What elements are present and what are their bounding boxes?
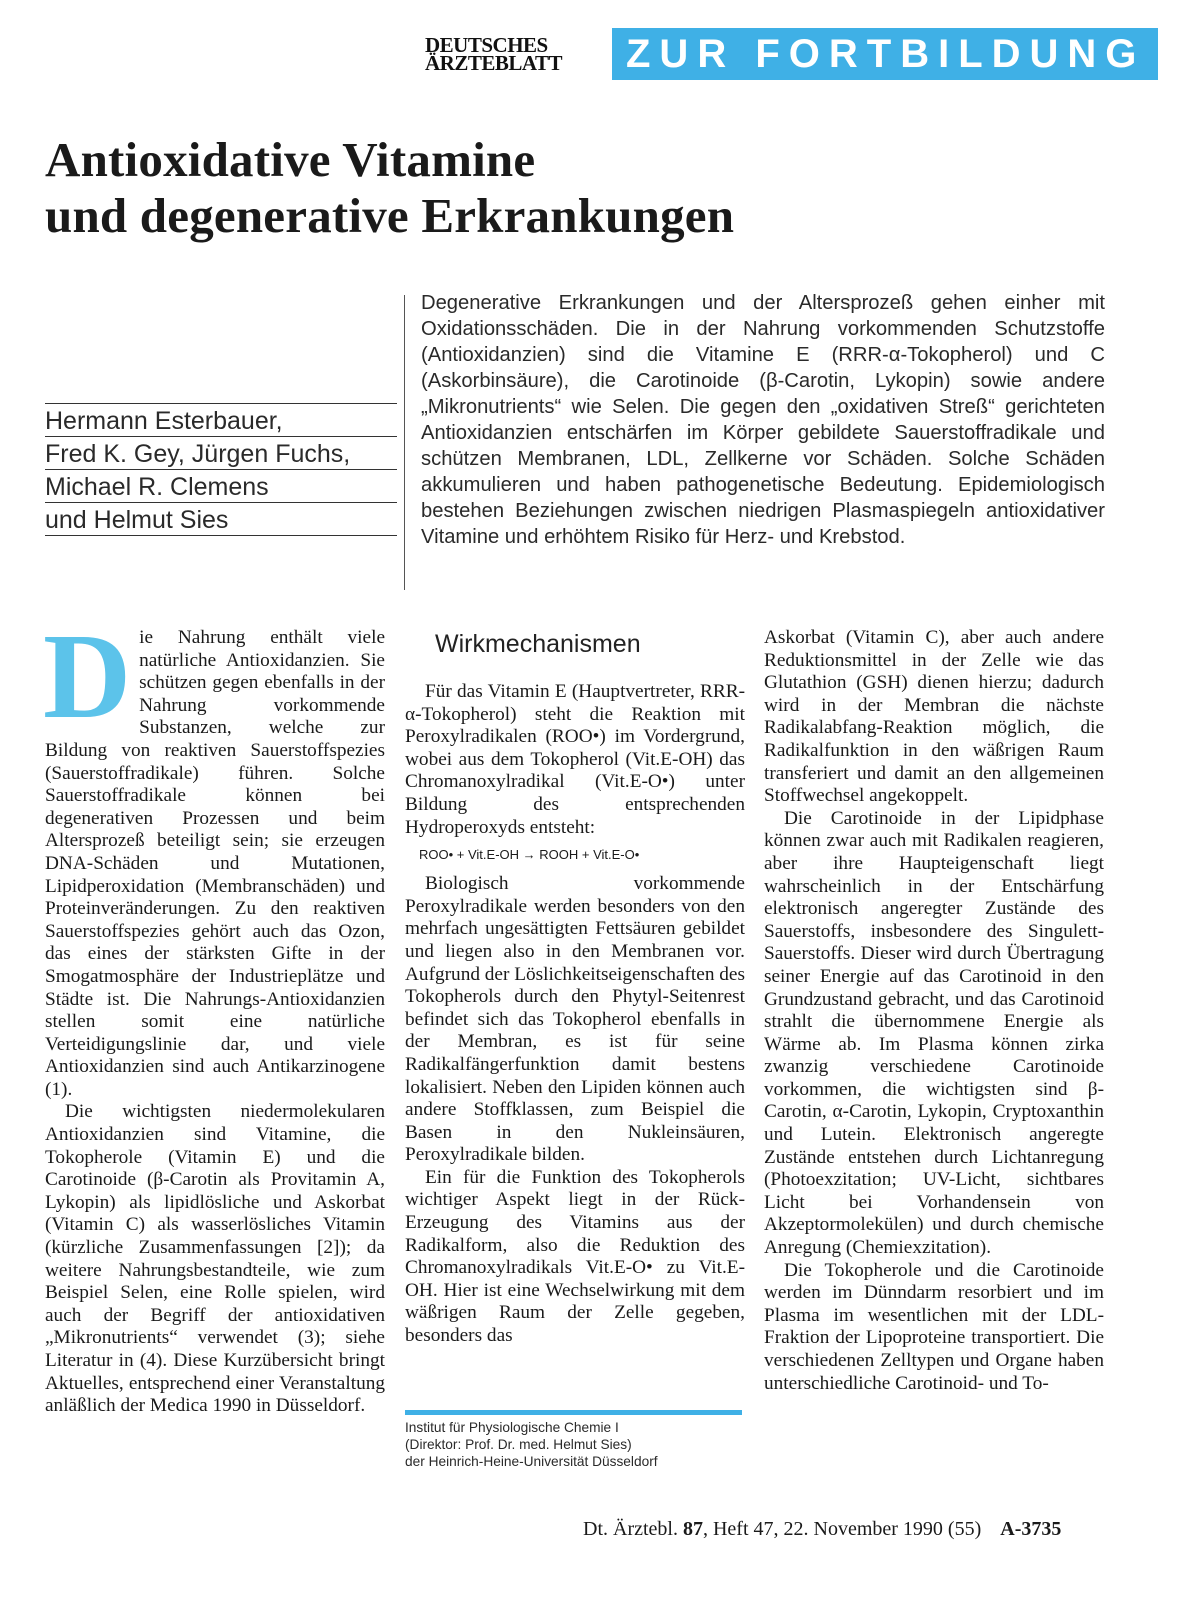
paragraph: Askorbat (Vitamin C), aber auch andere Reduktionsmittel in der Zelle wie das Glutathion (GSH) dienen hierzu; dadurch wird in der Membran die nächste Radikalabfang-Reaktion möglich, die Radikalfunktion in den wäßrigen Raum transferiert und damit an den allgemeinen Stoffwechsel angekoppelt. xyxy=(764,627,1104,807)
abstract-divider xyxy=(404,295,405,590)
author-line: und Helmut Sies xyxy=(45,502,397,536)
section-heading: Wirkmechanismen xyxy=(435,630,641,658)
paragraph: Die Tokopherole und die Carotinoide werden im Dünndarm resorbiert und im Plasma im wesentlichen mit der LDL-Fraktion der Lipoproteine transportiert. Die verschiedenen Zelltypen und Organe haben unterschiedliche Carotinoid- und To- xyxy=(764,1259,1104,1394)
logo-line-2: ÄRZTEBLATT xyxy=(425,51,562,75)
page-number: A-3735 xyxy=(1000,1518,1062,1540)
issue-date: , Heft 47, 22. November 1990 (55) xyxy=(702,1518,982,1540)
author-line: Michael R. Clemens xyxy=(45,469,397,502)
paragraph: Die wichtigsten niedermolekularen Antioxidanzien sind Vitamine, die Tokopherole (Vitamin E) und die Carotinoide (β-Carotin als Provitamin A, Lykopin) als lipidlösliche und Askorbat (Vitamin C) als wasserlösliches Vitamin (kürzliche Zusammenfassungen [2]); da weitere Nahrungsbestandteile, wie zum Beispiel Selen, eine Rolle spielen, wird auch der Begriff der antioxidativen „Mikronutrients“ verwendet (3); siehe Literatur in (4). Diese Kurzübersicht bringt Aktuelles, entsprechend einer Veranstaltung anläßlich der Medica 1990 in Düsseldorf. xyxy=(45,1101,385,1417)
abstract: Degenerative Erkrankungen und der Altersprozeß gehen einher mit Oxidationsschäden. Die in der Nahrung vorkommenden Schutzstoffe (Antioxidanzien) sind die Vitamine E (RRR-α-Tokopherol) und C (Askorbinsäure), die Carotinoide (β-Carotin, Lykopin) sowie andere „Mikronutrients“ wie Selen. Die gegen den „oxidativen Streß“ gerichteten Antioxidanzien entschärfen im Körper gebildete Sauerstoffradikale und schützen Membranen, LDL, Zellkerne vor Schäden. Solche Schäden akkumulieren und haben pathogenetische Bedeutung. Epidemiologisch bestehen Beziehungen zwischen niedrigen Plasmaspiegeln antioxidativer Vitamine und erhöhtem Risiko für Herz- und Krebstod. xyxy=(421,292,1105,548)
drop-cap: D xyxy=(43,609,132,744)
reaction-formula: ROO• + Vit.E-OH → ROOH + Vit.E-O• xyxy=(419,847,640,863)
affiliation-footnote xyxy=(405,1410,742,1470)
logo-line-1: DEUTSCHES xyxy=(425,33,548,57)
affiliation-line: der Heinrich-Heine-Universität Düsseldorf xyxy=(405,1454,658,1469)
title-line-1: Antioxidative Vitamine xyxy=(45,132,536,187)
author-line: Hermann Esterbauer, xyxy=(45,403,397,436)
paragraph: Die Carotinoide in der Lipidphase können zwar auch mit Radikalen reagieren, aber ihre Haupteigenschaft liegt wahrscheinlich in der Entschärfung elektronisch angeregter Zustände des Sauerstoffs, insbesondere des Singulett-Sauerstoffs. Dieser wird durch Übertragung seiner Energie auf das Carotinoid in den Grundzustand gebracht, und das Carotinoid strahlt die übernommene Energie als Wärme ab. Im Plasma können zirka zwanzig verschiedene Carotinoide vorkommen, die wichtigsten sind β-Carotin, α-Carotin, Lykopin, Cryptoxanthin und Lutein. Elektronisch angeregte Zustände entstehen durch Lichtanregung (Photoexzitation; UV-Licht, sichtbares Licht bei Vorhandensein von Akzeptormolekülen) und durch chemische Anregung (Chemiexzitation). xyxy=(764,807,1104,1259)
paragraph: Ein für die Funktion des Tokopherols wichtiger Aspekt liegt in der Rück-Erzeugung des Vitamins aus der Radikalform, also die Reduktion des Chromanoxylradikals Vit.E-O• zu Vit.E-OH. Hier ist eine Wechselwirkung mit dem wäßrigen Raum der Zelle gegeben, besonders das xyxy=(405,1166,745,1347)
volume-number: 87 xyxy=(682,1518,703,1540)
text-column-3 xyxy=(764,627,1104,1395)
text-column-2 xyxy=(405,627,745,1348)
paragraph: Biologisch vorkommende Peroxylradikale werden besonders von den mehrfach ungesättigten Fettsäuren gebildet und liegen also in den Membranen vor. Aufgrund der Löslichkeitseigenschaften des Tokopherols durch den Phytyl-Seitenrest befindet sich das Tokopherol ebenfalls in der Membran, es ist für seine Radikalfängerfunktion damit bestens lokalisiert. Neben den Lipiden können auch andere Stoffklassen, zum Beispiel die Basen in den Nukleinsäuren, Peroxylradikale bilden. xyxy=(405,873,745,1166)
title-line-2: und degenerative Erkrankungen xyxy=(45,188,735,243)
author-block xyxy=(45,403,397,536)
page-footer xyxy=(583,1518,1103,1541)
affiliation-line: (Direktor: Prof. Dr. med. Helmut Sies) xyxy=(405,1437,632,1452)
journal-abbrev: Dt. Ärztebl. xyxy=(583,1518,678,1540)
text-column-1 xyxy=(43,609,385,1418)
article-title xyxy=(45,132,1125,244)
journal-logo xyxy=(425,33,605,75)
paragraph: ie Nahrung enthält viele natürliche Antioxidanzien. Sie schützen gegen ebenfalls in der Nahrung vorkommende Substanzen, welche zur Bildung von reaktiven Sauerstoffspezies (Sauerstoffradikale) führen. Solche Sauerstoffradikale können bei degenerativen Prozessen und beim Altersprozeß beteiligt sein; sie erzeugen DNA-Schäden und Mutationen, Lipidperoxidation (Membranschäden) und Proteinveränderungen. Zu den reaktiven Sauerstoffspezies gehört auch das Ozon, das eines der stärksten Gifte in der Smogatmosphäre der Industrieplätze und Städte ist. Die Nahrungs-Antioxidanzien stellen somit eine natürliche Verteidigungslinie dar, und viele Antioxidanzien sind auch Antikarzinogene (1). xyxy=(45,627,385,1100)
author-line: Fred K. Gey, Jürgen Fuchs, xyxy=(45,436,397,469)
paragraph: Für das Vitamin E (Hauptvertreter, RRR-α-Tokopherol) steht die Reaktion mit Peroxylradikalen (ROO•) im Vordergrund, wobei aus dem Tokopherol (Vit.E-OH) das Chromanoxylradikal (Vit.E-O•) unter Bildung des entsprechenden Hydroperoxyds entsteht: xyxy=(405,681,745,838)
section-banner: ZUR FORTBILDUNG xyxy=(612,28,1158,80)
affiliation-line: Institut für Physiologische Chemie I xyxy=(405,1420,619,1435)
